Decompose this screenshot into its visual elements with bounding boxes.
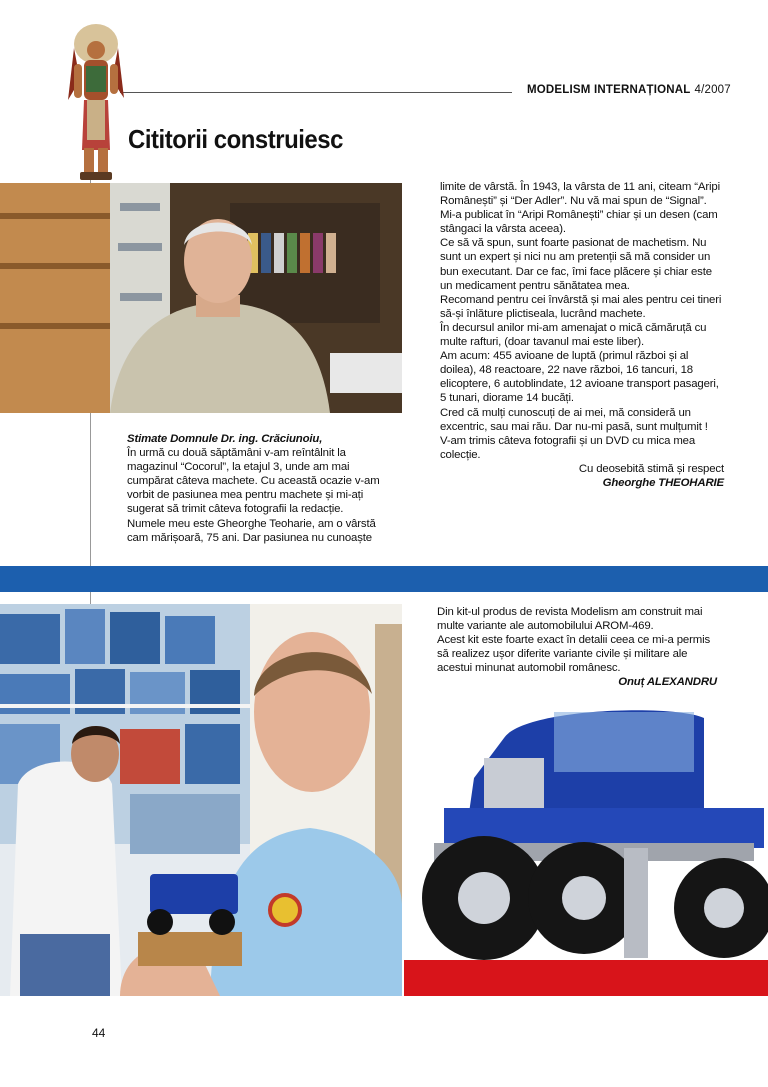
letter-left-column	[127, 432, 392, 545]
magazine-header	[527, 84, 731, 96]
header-rule	[120, 92, 512, 93]
letter-greeting: Stimate Domnule Dr. ing. Crăciunoiu,	[127, 433, 323, 445]
aro-truck-model-image	[404, 698, 768, 996]
letter-bottom-column	[437, 605, 717, 690]
model-shop-photo	[0, 604, 402, 996]
collector-photo-image	[0, 183, 402, 413]
letter-paragraph: Din kit-ul produs de revista Modelism am construit mai multe variante ale automobilului AROM-469.	[437, 606, 703, 633]
letter-paragraph: Cred că mulți cunoscuți de ai mei, mă consideră un excentric, sau mai rău. Dar nu-mi pasă, sunt mulțumit !	[440, 406, 708, 433]
blue-separator-band	[0, 566, 768, 592]
letter-paragraph: Ce să vă spun, sunt foarte pasionat de machetism. Nu sunt un expert și nici nu am pretenții să mă consider un bun executant. Dar ce fac, îmi face plăcere și chiar este un medicament pentru sănătatea mea.	[440, 237, 712, 292]
model-shop-photo-image	[0, 604, 402, 996]
page-title: Cititorii construiesc	[128, 124, 343, 154]
page-number: 44	[92, 1026, 106, 1040]
letter-paragraph: Recomand pentru cei învârstă și mai ales pentru cei tineri să-și înlăture plictiseala, lucrând machete.	[440, 293, 722, 320]
issue-number: 4/2007	[694, 84, 731, 96]
letter-paragraph: Mi-a publicat în “Aripi Românești” chiar și un desen (cam stângaci la vârsta aceea).	[440, 209, 718, 236]
magazine-name: MODELISM INTERNAȚIONAL	[527, 84, 691, 96]
letter-paragraph: În decursul anilor mi-am amenajat o mică cămăruță cu multe rafturi, (doar tavanul mai este liber).	[440, 321, 707, 349]
letter-paragraph: limite de vârstă. În 1943, la vârsta de 11 ani, citeam “Aripi Românești” și “Der Adler”. Nu vă mai spun de “Signal”.	[440, 181, 720, 208]
letter-paragraph: În urmă cu două săptămâni v-am reîntâlnit la magazinul “Cocorul”, la etajul 3, unde am mai cumpărat câteva machete. Cu această ocazie v-am vorbit de pasiunea mea pentru machete și mi-ați sugerat să trimit câteva fotografii la redacție.	[127, 447, 380, 516]
letter-paragraph: Numele meu este Gheorghe Teoharie, am o vârstă cam mărișoară, 75 ani. Dar pasiunea nu cunoaște	[127, 517, 376, 544]
letter-signature: Gheorghe THEOHARIE	[602, 476, 724, 489]
letter-closing: Cu deosebită stimă și respect	[578, 462, 724, 475]
letter-signature: Onuț ALEXANDRU	[618, 676, 717, 689]
letter-paragraph: Am acum: 455 avioane de luptă (primul război și al doilea), 48 reactoare, 22 nave război, 16 tancuri, 18 elicoptere, 6 autoblindate, 12 avioane transport pasageri, 5 tunari, diorame 14 bucăți.	[440, 350, 719, 405]
collector-photo	[0, 183, 402, 413]
letter-right-column	[440, 180, 724, 490]
aro-truck-model-photo	[404, 698, 768, 996]
letter-paragraph: Acest kit este foarte exact în detalii ceea ce mi-a permis să realizez ușor diferite variante civile și militare ale acestui minunat automobil românesc.	[437, 634, 711, 675]
letter-paragraph: V-am trimis câteva fotografii și un DVD cu mica mea colecție.	[440, 434, 696, 461]
chief-statue-image	[60, 20, 130, 185]
